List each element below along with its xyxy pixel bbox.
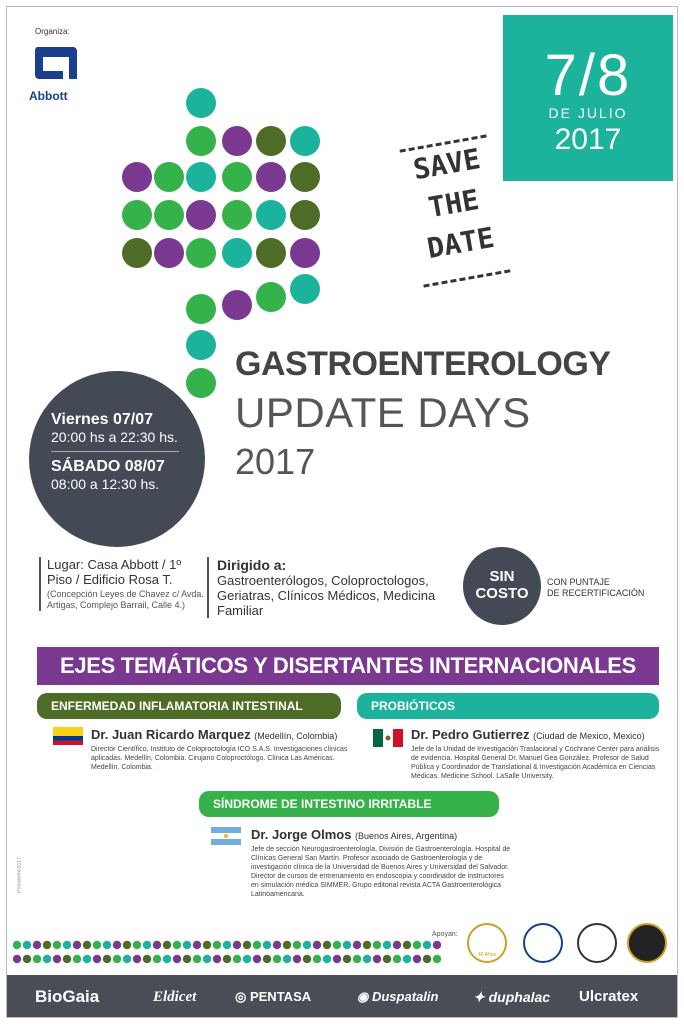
brand-ulcratex: Ulcratex xyxy=(579,988,639,1005)
title-line-3: 2017 xyxy=(235,441,316,482)
footer-dot xyxy=(23,955,31,963)
venue-main: Lugar: Casa Abbott / 1º Piso / Edificio Rosa T. xyxy=(47,557,182,587)
speaker-name-1: Dr. Juan Ricardo Marquez xyxy=(91,727,251,742)
audience-block xyxy=(207,557,447,618)
free-badge-line-1: SIN xyxy=(489,568,515,585)
footer-dot xyxy=(433,955,441,963)
footer-dot xyxy=(63,955,71,963)
footer-dot xyxy=(413,941,421,949)
footer-dot xyxy=(263,955,271,963)
arrow-dot xyxy=(186,162,216,192)
footer-dot xyxy=(83,941,91,949)
footer-dot xyxy=(433,941,441,949)
footer-dot xyxy=(93,955,101,963)
footer-dot xyxy=(133,955,141,963)
footer-dot xyxy=(423,955,431,963)
schedule-time-1: 20:00 hs a 22:30 hs. xyxy=(51,429,178,445)
arrow-dot xyxy=(186,126,216,156)
footer-dot xyxy=(343,955,351,963)
footer-dot xyxy=(363,955,371,963)
arrow-dot xyxy=(290,126,320,156)
duspatalin-icon: ◉ xyxy=(357,989,372,1004)
arrow-dot xyxy=(122,200,152,230)
footer-dot xyxy=(373,955,381,963)
footer-dot xyxy=(143,941,151,949)
footer-dot xyxy=(393,955,401,963)
footer-dot xyxy=(383,955,391,963)
brand-eldicet: Eldicet xyxy=(153,989,197,1005)
footer-dot xyxy=(23,941,31,949)
arrow-dot xyxy=(122,238,152,268)
footer-dot xyxy=(113,955,121,963)
speaker-line-3 xyxy=(251,827,511,842)
footer-dot xyxy=(353,955,361,963)
footer-dot xyxy=(403,955,411,963)
recertification-note xyxy=(547,577,657,599)
footer-dot xyxy=(63,941,71,949)
footer-dot-rows xyxy=(7,933,447,969)
footer-dot xyxy=(393,941,401,949)
brand-duphalac-text: duphalac xyxy=(488,989,551,1005)
brand-duspatalin-text: Duspatalin xyxy=(371,989,439,1004)
footer-dot xyxy=(123,941,131,949)
footer-dot xyxy=(243,941,251,949)
stamp-line-1: SAVE xyxy=(410,142,483,187)
footer-dot xyxy=(193,941,201,949)
duphalac-icon: ✦ xyxy=(473,989,489,1005)
arrow-dot xyxy=(186,330,216,360)
footer-dot xyxy=(203,941,211,949)
speaker-place-3: (Buenos Aires, Argentina) xyxy=(355,831,458,841)
date-year: 2017 xyxy=(554,123,622,156)
footer-dot xyxy=(183,941,191,949)
footer-dot xyxy=(323,955,331,963)
footer-dot xyxy=(13,941,21,949)
stamp-line-3: DATE xyxy=(424,220,497,266)
supporter-seal-3 xyxy=(577,923,617,963)
speaker-name-2: Dr. Pedro Gutierrez xyxy=(411,727,530,742)
brand-duphalac xyxy=(473,975,550,1018)
arrow-dot xyxy=(186,294,216,324)
footer-dot xyxy=(223,955,231,963)
footer-dot xyxy=(73,941,81,949)
footer-dot xyxy=(73,955,81,963)
audience-title: Dirigido a: xyxy=(217,557,287,573)
speaker-line-1 xyxy=(91,727,349,742)
arrow-dot xyxy=(154,162,184,192)
footer-dot xyxy=(303,955,311,963)
footer-dot xyxy=(233,955,241,963)
venue-address: (Concepción Leyes de Chavez c/ Avda. Artigas, Complejo Barrail, Calle 4.) xyxy=(47,589,204,610)
title-line-1: GASTROENTEROLOGY xyxy=(235,345,611,383)
speaker-place-1: (Medellín, Colombia) xyxy=(254,731,338,741)
footer-dot xyxy=(213,955,221,963)
supporter-seal-1-text: 40 Años xyxy=(477,952,497,958)
arrow-dot xyxy=(222,126,252,156)
speaker-desc-2: Jefe de la Unidad de Investigación Traslacional y Cochrane Center para análisis de evidencia. Hospital General Dr. Manuel Gea González. Profesor de Salud Pública y Coordinador de Translational & Investigación Académica en Ciencias Médicas. Medicine School. LaSalle University. xyxy=(411,746,660,780)
footer-dot xyxy=(163,941,171,949)
footer-dot xyxy=(33,955,41,963)
schedule-time-2: 08:00 a 12:30 hs. xyxy=(51,476,160,492)
footer-dot xyxy=(333,941,341,949)
sponsor-footer xyxy=(7,975,678,1018)
footer-dot xyxy=(53,941,61,949)
venue-block xyxy=(39,557,207,611)
stamp-line-2: THE xyxy=(425,182,482,225)
speaker-name-3: Dr. Jorge Olmos xyxy=(251,827,352,842)
track-title-ibs: SÍNDROME DE INTESTINO IRRITABLE xyxy=(199,791,499,817)
footer-dot xyxy=(353,941,361,949)
brand-biogaia: BioGaia xyxy=(35,987,100,1006)
footer-dot xyxy=(323,941,331,949)
footer-dot xyxy=(283,941,291,949)
arrow-dot xyxy=(222,162,252,192)
footer-dot xyxy=(43,941,51,949)
title-line-2: UPDATE DAYS xyxy=(235,389,531,436)
footer-dot xyxy=(103,941,111,949)
print-code: PY######/2017 xyxy=(17,857,23,893)
arrow-dot xyxy=(256,200,286,230)
footer-dot xyxy=(283,955,291,963)
footer-dot xyxy=(363,941,371,949)
footer-dot xyxy=(33,941,41,949)
footer-dot xyxy=(183,955,191,963)
arrow-dot xyxy=(186,200,216,230)
footer-dot xyxy=(153,941,161,949)
footer-dot xyxy=(243,955,251,963)
footer-dot xyxy=(93,941,101,949)
arrow-dot xyxy=(290,238,320,268)
organizer-label: Organiza: xyxy=(35,27,70,36)
supporters-label: Apoyan: xyxy=(432,931,458,938)
recertification-line-1: CON PUNTAJE xyxy=(547,577,610,587)
footer-dot xyxy=(253,955,261,963)
arrow-dot xyxy=(186,238,216,268)
recertification-line-2: DE RECERTIFICACIÓN xyxy=(547,588,645,598)
supporter-seal-4 xyxy=(627,923,667,963)
track-title-probiotics: PROBIÓTICOS xyxy=(357,693,659,719)
footer-dot xyxy=(13,955,21,963)
footer-dot xyxy=(83,955,91,963)
speaker-block-2 xyxy=(411,727,661,781)
arrow-dot xyxy=(256,126,286,156)
footer-dot xyxy=(233,941,241,949)
footer-dot xyxy=(193,955,201,963)
audience-list: Gastroenterólogos, Coloproctologos, Geriatras, Clínicos Médicos, Medicina Familiar xyxy=(217,573,436,618)
speaker-block-3 xyxy=(251,827,511,899)
footer-dot xyxy=(293,955,301,963)
brand-pentasa xyxy=(235,975,311,1018)
speaker-line-2 xyxy=(411,727,661,742)
schedule-day-1: Viernes 07/07 xyxy=(51,411,154,428)
arrow-dot xyxy=(222,290,252,320)
free-badge-line-2: COSTO xyxy=(475,585,529,602)
arrow-dot xyxy=(256,238,286,268)
date-month: DE JULIO xyxy=(548,105,628,121)
footer-dot xyxy=(303,941,311,949)
footer-dot xyxy=(153,955,161,963)
arrow-dot xyxy=(154,238,184,268)
arrow-dot xyxy=(186,88,216,118)
arrow-dot xyxy=(122,162,152,192)
footer-dot xyxy=(173,955,181,963)
footer-dot xyxy=(253,941,261,949)
footer-dot xyxy=(343,941,351,949)
supporter-seal-1 xyxy=(467,923,507,963)
footer-dot xyxy=(43,955,51,963)
speaker-block-1 xyxy=(91,727,349,772)
footer-dot xyxy=(203,955,211,963)
organizer-name: Abbott xyxy=(29,89,68,103)
footer-dot xyxy=(163,955,171,963)
footer-dot xyxy=(313,955,321,963)
footer-dot xyxy=(263,941,271,949)
footer-dot xyxy=(123,955,131,963)
footer-dot xyxy=(313,941,321,949)
footer-dot xyxy=(423,941,431,949)
footer-dot xyxy=(373,941,381,949)
speaker-place-2: (Ciudad de Mexico, Mexico) xyxy=(533,731,645,741)
footer-dot xyxy=(403,941,411,949)
schedule-day-2: SÁBADO 08/07 xyxy=(51,458,165,475)
section-title-banner: EJES TEMÁTICOS Y DISERTANTES INTERNACIONALES xyxy=(37,647,659,685)
arrow-dot xyxy=(290,274,320,304)
footer-dot xyxy=(113,941,121,949)
arrow-dot xyxy=(222,238,252,268)
speaker-desc-1: Director Científico, Instituto de Coloproctología ICO S.A.S. Investigaciones clínicas aplicadas. Medellín, Colombia. Cirujano Coloproctólogo. Clínica Las Américas. Medellín, Colombia. xyxy=(91,746,348,771)
footer-dot xyxy=(143,955,151,963)
date-days: 7/8 xyxy=(544,43,632,108)
colombia-flag-icon xyxy=(53,727,83,745)
brand-duspatalin xyxy=(357,975,438,1018)
arrow-dot xyxy=(290,162,320,192)
footer-dot xyxy=(213,941,221,949)
schedule-circle xyxy=(29,371,205,547)
poster xyxy=(6,6,678,1018)
pentasa-icon: ◎ xyxy=(235,989,250,1004)
footer-dot xyxy=(383,941,391,949)
footer-dot xyxy=(333,955,341,963)
free-badge xyxy=(463,547,541,625)
footer-dot xyxy=(273,941,281,949)
schedule-divider xyxy=(51,451,179,452)
footer-dot xyxy=(133,941,141,949)
footer-dot xyxy=(273,955,281,963)
brand-pentasa-text: PENTASA xyxy=(249,989,312,1004)
footer-dot xyxy=(293,941,301,949)
track-title-ibd: ENFERMEDAD INFLAMATORIA INTESTINAL xyxy=(37,693,341,719)
footer-dot xyxy=(173,941,181,949)
footer-dot xyxy=(413,955,421,963)
arrow-dot xyxy=(290,200,320,230)
arrow-dot xyxy=(186,368,216,398)
arrow-dot xyxy=(256,162,286,192)
footer-dot xyxy=(223,941,231,949)
speaker-desc-3: Jefe de sección Neurogastroenterología, División de Gastroenterología. Hospital de Clínicas General San Martín. Profesor asociado de Gastroenterología y de investigación clínica de la Universidad de Buenos Aires y Universidad del Salvador. Director de cursos de entrenamiento en endoscopia y coordinador de instructores en simulación médica SIMMER. Grupo editorial revista ACTA Gastroenterológica Latinoamericana. xyxy=(251,846,511,898)
argentina-flag-icon xyxy=(211,827,241,845)
arrow-dot xyxy=(222,200,252,230)
footer-dot xyxy=(53,955,61,963)
footer-dot xyxy=(103,955,111,963)
arrow-dot xyxy=(154,200,184,230)
supporter-seal-2 xyxy=(523,923,563,963)
arrow-dot xyxy=(256,282,286,312)
mexico-flag-icon xyxy=(373,729,403,747)
